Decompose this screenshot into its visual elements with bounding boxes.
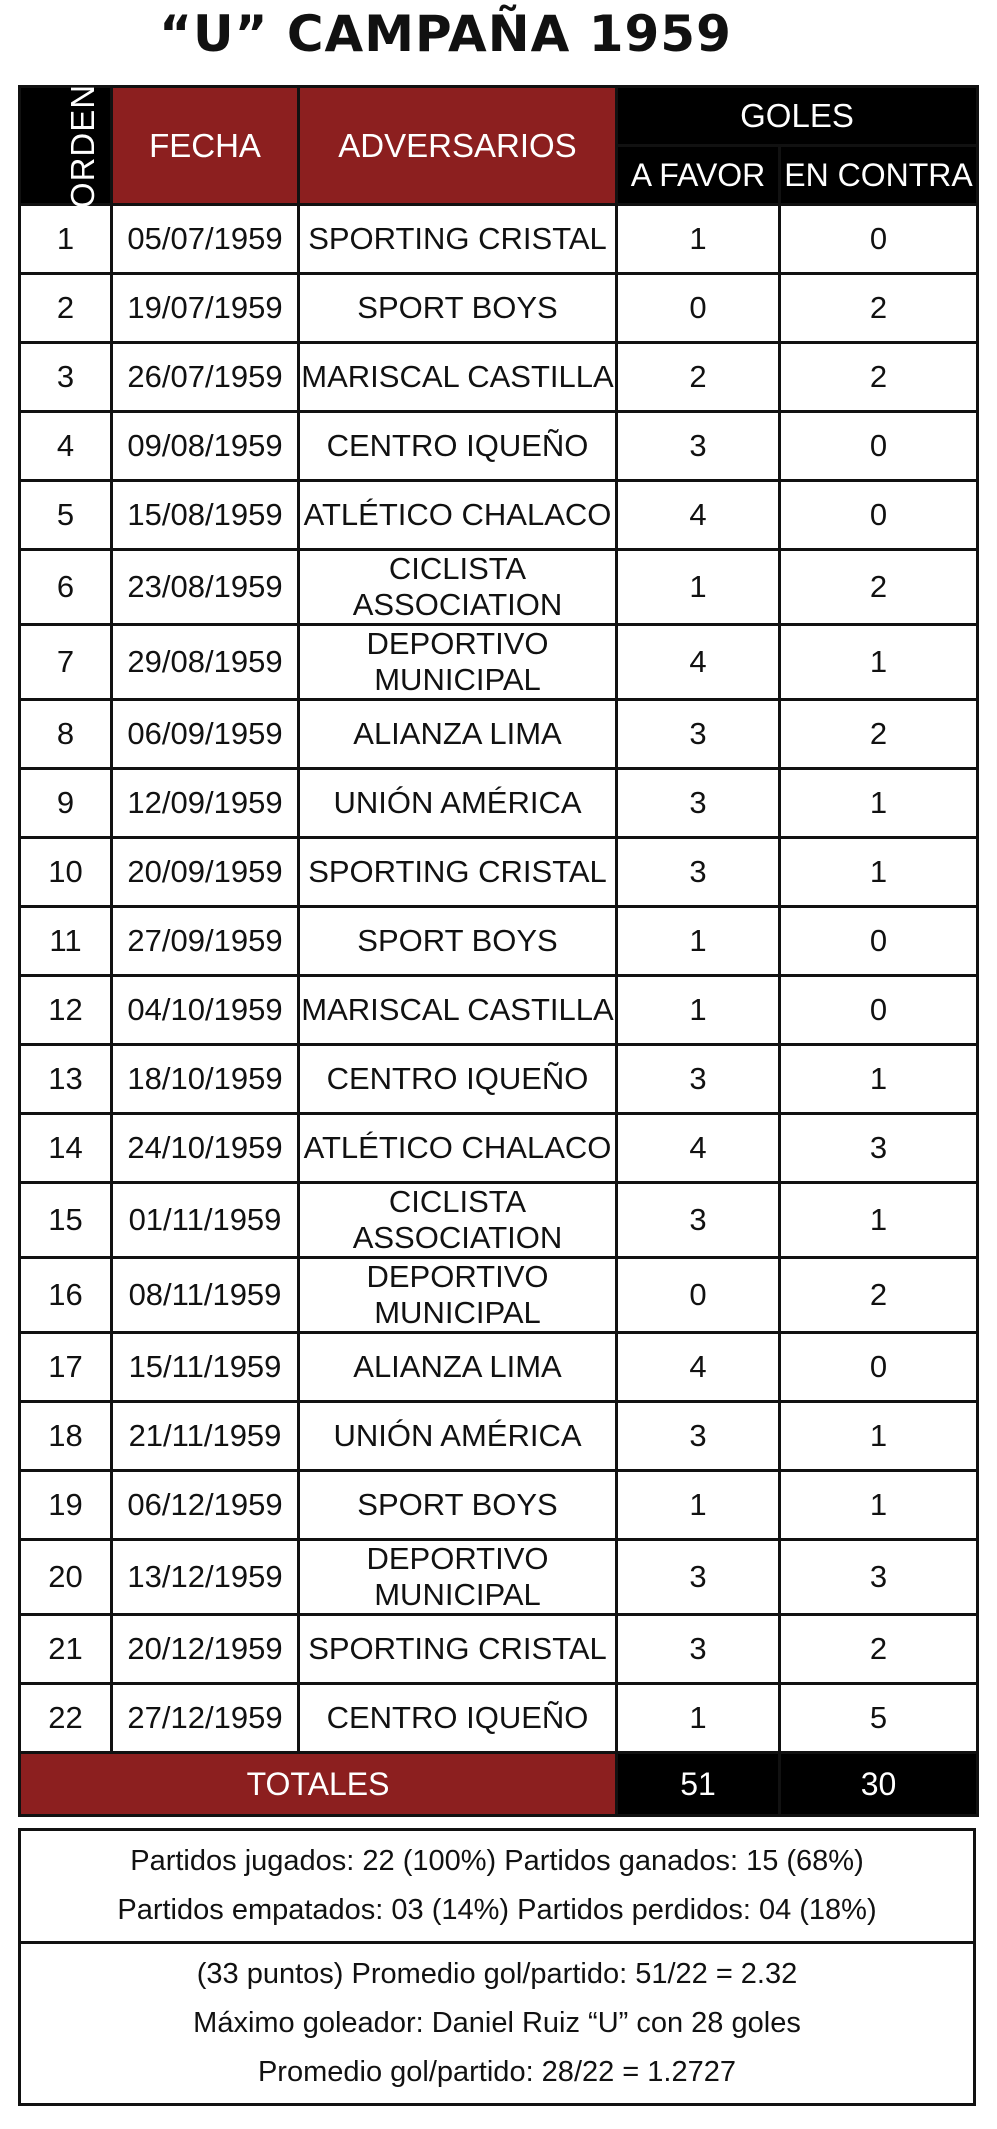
row-fecha: 24/10/1959 [112,1114,299,1183]
row-adversario: ATLÉTICO CHALACO [299,1114,617,1183]
row-orden: 17 [20,1333,112,1402]
row-adversario: MARISCAL CASTILLA [299,976,617,1045]
row-fecha: 21/11/1959 [112,1402,299,1471]
row-adversario: SPORTING CRISTAL [299,205,617,274]
totals-a-favor: 51 [617,1753,780,1816]
row-fecha: 18/10/1959 [112,1045,299,1114]
table-row [20,1258,978,1333]
row-adversario: CENTRO IQUEÑO [299,1684,617,1753]
row-en-contra: 2 [780,700,978,769]
row-en-contra: 3 [780,1114,978,1183]
row-a-favor: 3 [617,1402,780,1471]
row-fecha: 15/11/1959 [112,1333,299,1402]
summary-stats-block [21,1941,973,2103]
row-adversario: SPORTING CRISTAL [299,838,617,907]
row-fecha: 13/12/1959 [112,1540,299,1615]
row-orden: 8 [20,700,112,769]
row-orden: 16 [20,1258,112,1333]
row-orden: 21 [20,1615,112,1684]
row-adversario: CICLISTA ASSOCIATION [299,550,617,625]
table-row [20,625,978,700]
row-adversario: ALIANZA LIMA [299,1333,617,1402]
match-rows [20,205,978,1753]
row-adversario: CENTRO IQUEÑO [299,412,617,481]
table-row [20,700,978,769]
table-row [20,412,978,481]
row-orden: 22 [20,1684,112,1753]
row-a-favor: 1 [617,205,780,274]
summary-line: (33 puntos) Promedio gol/partido: 51/22 = 2.32 [196,1958,798,1990]
header-fecha: FECHA [112,87,299,205]
row-en-contra: 1 [780,1045,978,1114]
row-adversario: CICLISTA ASSOCIATION [299,1183,617,1258]
row-a-favor: 1 [617,550,780,625]
table-row [20,1114,978,1183]
table-row [20,1684,978,1753]
row-adversario: ALIANZA LIMA [299,700,617,769]
row-en-contra: 0 [780,412,978,481]
row-fecha: 09/08/1959 [112,412,299,481]
table-row [20,274,978,343]
row-orden: 7 [20,625,112,700]
table-row [20,205,978,274]
row-en-contra: 2 [780,1258,978,1333]
row-adversario: SPORT BOYS [299,274,617,343]
row-a-favor: 3 [617,1183,780,1258]
page-title [0,0,997,75]
row-a-favor: 1 [617,907,780,976]
row-en-contra: 2 [780,550,978,625]
header-en-contra: EN CONTRA [780,146,978,205]
row-orden: 14 [20,1114,112,1183]
row-a-favor: 3 [617,1540,780,1615]
row-fecha: 01/11/1959 [112,1183,299,1258]
row-a-favor: 4 [617,481,780,550]
totals-label: TOTALES [20,1753,617,1816]
row-a-favor: 1 [617,1471,780,1540]
row-fecha: 27/09/1959 [112,907,299,976]
row-orden: 18 [20,1402,112,1471]
row-orden: 9 [20,769,112,838]
row-adversario: DEPORTIVO MUNICIPAL [299,1258,617,1333]
header-goles: GOLES [617,87,978,146]
row-en-contra: 2 [780,1615,978,1684]
row-orden: 15 [20,1183,112,1258]
table-row [20,1183,978,1258]
row-fecha: 29/08/1959 [112,625,299,700]
header-orden [20,83,112,208]
row-a-favor: 3 [617,769,780,838]
row-adversario: CENTRO IQUEÑO [299,1045,617,1114]
row-en-contra: 1 [780,1471,978,1540]
row-fecha: 19/07/1959 [112,274,299,343]
row-fecha: 27/12/1959 [112,1684,299,1753]
summary-box [18,1828,976,2106]
row-fecha: 15/08/1959 [112,481,299,550]
row-adversario: SPORT BOYS [299,1471,617,1540]
row-adversario: UNIÓN AMÉRICA [299,1402,617,1471]
row-orden: 3 [20,343,112,412]
summary-line: Partidos jugados: 22 (100%) Partidos ganados: 15 (68%) [130,1845,864,1877]
campaign-table [18,85,979,1817]
row-a-favor: 3 [617,1615,780,1684]
table-row [20,976,978,1045]
row-en-contra: 5 [780,1684,978,1753]
row-en-contra: 2 [780,274,978,343]
table-row [20,1402,978,1471]
row-a-favor: 2 [617,343,780,412]
row-fecha: 06/09/1959 [112,700,299,769]
row-en-contra: 0 [780,205,978,274]
summary-results-block [21,1831,973,1941]
row-fecha: 06/12/1959 [112,1471,299,1540]
row-orden: 10 [20,838,112,907]
row-a-favor: 3 [617,838,780,907]
row-orden: 11 [20,907,112,976]
row-orden: 12 [20,976,112,1045]
summary-line: Partidos empatados: 03 (14%) Partidos perdidos: 04 (18%) [117,1894,877,1926]
row-a-favor: 3 [617,700,780,769]
row-en-contra: 1 [780,1183,978,1258]
table-row [20,907,978,976]
row-orden: 20 [20,1540,112,1615]
row-en-contra: 0 [780,1333,978,1402]
row-fecha: 08/11/1959 [112,1258,299,1333]
header-a-favor: A FAVOR [617,146,780,205]
row-orden: 13 [20,1045,112,1114]
row-a-favor: 1 [617,976,780,1045]
row-a-favor: 4 [617,1114,780,1183]
table-row [20,343,978,412]
row-en-contra: 0 [780,907,978,976]
row-en-contra: 1 [780,769,978,838]
row-adversario: UNIÓN AMÉRICA [299,769,617,838]
row-orden: 19 [20,1471,112,1540]
row-fecha: 04/10/1959 [112,976,299,1045]
row-a-favor: 4 [617,1333,780,1402]
row-adversario: DEPORTIVO MUNICIPAL [299,1540,617,1615]
row-en-contra: 1 [780,625,978,700]
row-orden: 4 [20,412,112,481]
header-orden-label: ORDEN [64,83,102,208]
row-adversario: ATLÉTICO CHALACO [299,481,617,550]
row-orden: 5 [20,481,112,550]
table-row [20,1045,978,1114]
table-row [20,838,978,907]
table-row [20,1333,978,1402]
header-adversarios: ADVERSARIOS [299,87,617,205]
row-en-contra: 1 [780,838,978,907]
row-orden: 6 [20,550,112,625]
row-en-contra: 3 [780,1540,978,1615]
row-a-favor: 0 [617,274,780,343]
table-row [20,769,978,838]
row-a-favor: 3 [617,412,780,481]
totals-en-contra: 30 [780,1753,978,1816]
page-title-text: “U” CAMPAÑA 1959 [159,5,732,63]
row-orden: 1 [20,205,112,274]
table-row [20,481,978,550]
row-adversario: SPORTING CRISTAL [299,1615,617,1684]
table-row [20,1471,978,1540]
row-adversario: MARISCAL CASTILLA [299,343,617,412]
row-adversario: SPORT BOYS [299,907,617,976]
table-row [20,1615,978,1684]
table-row [20,1540,978,1615]
row-a-favor: 3 [617,1045,780,1114]
table-row [20,550,978,625]
summary-line: Promedio gol/partido: 28/22 = 1.2727 [257,2056,737,2088]
row-a-favor: 4 [617,625,780,700]
row-en-contra: 0 [780,976,978,1045]
row-fecha: 23/08/1959 [112,550,299,625]
row-en-contra: 2 [780,343,978,412]
row-fecha: 12/09/1959 [112,769,299,838]
row-en-contra: 0 [780,481,978,550]
row-fecha: 26/07/1959 [112,343,299,412]
row-adversario: DEPORTIVO MUNICIPAL [299,625,617,700]
row-a-favor: 1 [617,1684,780,1753]
row-en-contra: 1 [780,1402,978,1471]
row-a-favor: 0 [617,1258,780,1333]
row-fecha: 05/07/1959 [112,205,299,274]
row-orden: 2 [20,274,112,343]
summary-line: Máximo goleador: Daniel Ruiz “U” con 28 goles [193,2007,801,2039]
row-fecha: 20/09/1959 [112,838,299,907]
row-fecha: 20/12/1959 [112,1615,299,1684]
